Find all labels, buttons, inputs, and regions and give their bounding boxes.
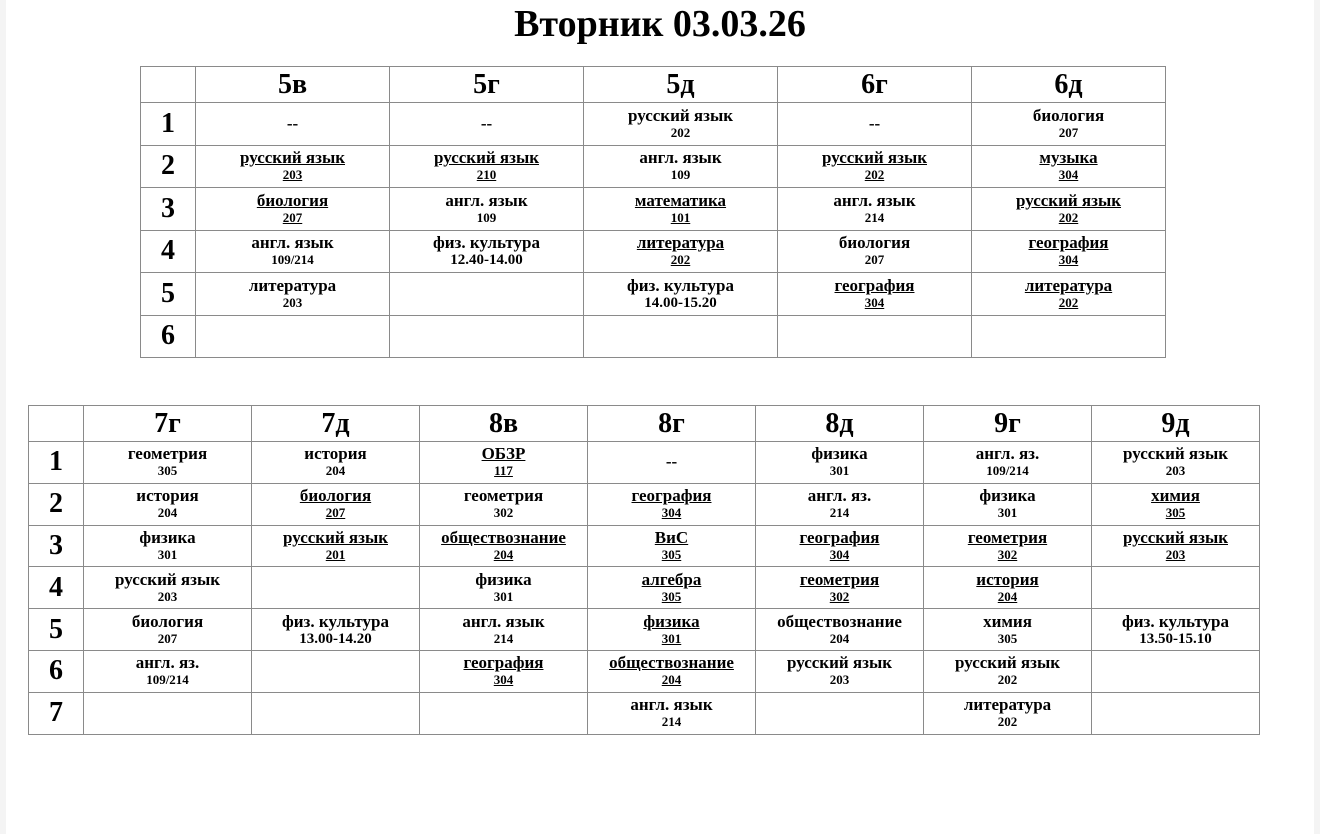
subject-name: физ. культура <box>433 233 540 253</box>
lesson-cell <box>252 609 420 651</box>
class-header: 5г <box>390 67 584 103</box>
lesson-cell <box>390 230 584 273</box>
lesson-row <box>141 230 1166 273</box>
room-number: 204 <box>157 505 178 521</box>
lesson-row <box>29 567 1260 609</box>
lesson-cell <box>196 103 390 146</box>
no-lesson-mark: -- <box>286 113 299 133</box>
lesson-cell <box>588 483 756 525</box>
class-header: 8г <box>588 406 756 442</box>
lesson-row <box>29 609 1260 651</box>
room-number: 302 <box>829 588 850 604</box>
lesson-cell <box>252 525 420 567</box>
room-number: 109/214 <box>986 463 1029 479</box>
room-number: 214 <box>661 714 682 730</box>
class-header: 9г <box>924 406 1092 442</box>
lesson-cell <box>420 609 588 651</box>
lesson-cell <box>196 315 390 358</box>
lesson-row <box>29 525 1260 567</box>
subject-name: физ. культура <box>627 275 734 295</box>
room-number: 12.40-14.00 <box>450 252 523 269</box>
lesson-cell <box>196 273 390 316</box>
lesson-cell <box>420 692 588 734</box>
room-number: 304 <box>829 546 850 562</box>
class-header: 5в <box>196 67 390 103</box>
subject-name: биология <box>131 611 204 631</box>
no-lesson-mark: -- <box>480 113 493 133</box>
room-number: 13.00-14.20 <box>299 630 372 647</box>
lesson-cell <box>778 273 972 316</box>
room-number: 201 <box>325 546 346 562</box>
lesson-number: 1 <box>29 442 84 484</box>
subject-name: география <box>631 486 712 506</box>
room-number: 13.50-15.10 <box>1139 630 1212 647</box>
subject-name: обществознание <box>609 653 734 673</box>
lesson-cell <box>390 315 584 358</box>
subject-name: ОБЗР <box>481 444 526 464</box>
lesson-number: 6 <box>141 315 196 358</box>
room-number: 305 <box>1165 505 1186 521</box>
lesson-cell <box>972 315 1166 358</box>
class-header: 8д <box>756 406 924 442</box>
subject-name: алгебра <box>641 569 702 589</box>
lesson-cell <box>584 145 778 188</box>
room-number: 214 <box>829 505 850 521</box>
room-number: 305 <box>157 463 178 479</box>
schedule-table-1 <box>140 66 1166 358</box>
subject-name: русский язык <box>1015 190 1122 210</box>
lesson-cell <box>84 609 252 651</box>
room-number: 109 <box>670 167 691 183</box>
lesson-number: 5 <box>141 273 196 316</box>
lesson-cell <box>778 103 972 146</box>
lesson-cell <box>584 103 778 146</box>
room-number: 202 <box>997 672 1018 688</box>
lesson-cell <box>972 273 1166 316</box>
subject-name: англ. язык <box>251 233 334 253</box>
subject-name: химия <box>983 611 1032 631</box>
lesson-cell <box>1092 650 1260 692</box>
room-number: 202 <box>670 252 691 268</box>
lesson-row <box>141 273 1166 316</box>
subject-name: география <box>799 527 880 547</box>
subject-name: геометрия <box>967 527 1048 547</box>
lesson-number: 4 <box>141 230 196 273</box>
subject-name: англ. язык <box>639 148 722 168</box>
room-number: 14.00-15.20 <box>644 294 717 311</box>
lesson-cell <box>252 650 420 692</box>
subject-name: русский язык <box>433 148 540 168</box>
subject-name: физика <box>643 611 700 631</box>
lesson-cell <box>756 567 924 609</box>
lesson-cell <box>588 567 756 609</box>
class-header: 7д <box>252 406 420 442</box>
subject-name: обществознание <box>777 611 902 631</box>
lesson-cell <box>972 230 1166 273</box>
subject-name: англ. язык <box>630 695 713 715</box>
room-number: 203 <box>282 294 303 310</box>
lesson-cell <box>252 483 420 525</box>
lesson-cell <box>420 567 588 609</box>
lesson-number: 2 <box>29 483 84 525</box>
lesson-cell <box>924 442 1092 484</box>
subject-name: география <box>1028 233 1109 253</box>
lesson-cell <box>924 525 1092 567</box>
subject-name: обществознание <box>441 527 566 547</box>
lesson-cell <box>390 103 584 146</box>
room-number: 204 <box>661 672 682 688</box>
subject-name: русский язык <box>239 148 346 168</box>
room-number: 304 <box>493 672 514 688</box>
room-number: 203 <box>157 588 178 604</box>
lesson-cell <box>252 442 420 484</box>
lesson-cell <box>1092 525 1260 567</box>
lesson-number: 3 <box>29 525 84 567</box>
subject-name: русский язык <box>114 569 221 589</box>
lesson-cell <box>420 525 588 567</box>
room-number: 305 <box>661 588 682 604</box>
lesson-cell <box>584 188 778 231</box>
lesson-number: 5 <box>29 609 84 651</box>
room-number: 305 <box>661 546 682 562</box>
lesson-cell <box>390 188 584 231</box>
lesson-cell <box>84 692 252 734</box>
corner-cell <box>141 67 196 103</box>
lesson-cell <box>84 483 252 525</box>
subject-name: литература <box>1024 275 1113 295</box>
lesson-number: 7 <box>29 692 84 734</box>
header-row <box>29 406 1260 442</box>
room-number: 305 <box>997 630 1018 646</box>
subject-name: англ. яз. <box>135 653 200 673</box>
subject-name: физика <box>475 569 532 589</box>
lesson-number: 2 <box>141 145 196 188</box>
room-number: 117 <box>494 463 513 479</box>
room-number: 207 <box>1058 124 1079 140</box>
room-number: 214 <box>864 209 885 225</box>
subject-name: ВиС <box>654 527 689 547</box>
subject-name: русский язык <box>954 653 1061 673</box>
subject-name: музыка <box>1039 148 1098 168</box>
subject-name: физ. культура <box>282 611 389 631</box>
subject-name: история <box>304 444 367 464</box>
header-row <box>141 67 1166 103</box>
lesson-number: 6 <box>29 650 84 692</box>
room-number: 207 <box>864 252 885 268</box>
corner-cell <box>29 406 84 442</box>
room-number: 301 <box>157 546 178 562</box>
lesson-cell <box>420 650 588 692</box>
schedule-table-2 <box>28 405 1260 735</box>
room-number: 214 <box>493 630 514 646</box>
lesson-cell <box>756 650 924 692</box>
lesson-cell <box>756 609 924 651</box>
lesson-cell <box>756 483 924 525</box>
lesson-cell <box>778 230 972 273</box>
subject-name: англ. язык <box>445 190 528 210</box>
lesson-number: 3 <box>141 188 196 231</box>
subject-name: биология <box>1032 105 1105 125</box>
room-number: 301 <box>829 463 850 479</box>
room-number: 210 <box>476 167 497 183</box>
room-number: 202 <box>997 714 1018 730</box>
room-number: 301 <box>493 588 514 604</box>
room-number: 109/214 <box>146 672 189 688</box>
lesson-cell <box>778 315 972 358</box>
lesson-cell <box>972 145 1166 188</box>
subject-name: биология <box>256 190 329 210</box>
subject-name: русский язык <box>786 653 893 673</box>
lesson-row <box>29 483 1260 525</box>
lesson-number: 4 <box>29 567 84 609</box>
room-number: 302 <box>997 546 1018 562</box>
room-number: 203 <box>282 167 303 183</box>
subject-name: русский язык <box>282 527 389 547</box>
lesson-row <box>141 103 1166 146</box>
lesson-cell <box>588 650 756 692</box>
lesson-cell <box>1092 567 1260 609</box>
lesson-cell <box>1092 442 1260 484</box>
class-header: 7г <box>84 406 252 442</box>
lesson-cell <box>756 442 924 484</box>
subject-name: геометрия <box>463 486 544 506</box>
subject-name: англ. язык <box>833 190 916 210</box>
lesson-cell <box>252 692 420 734</box>
room-number: 204 <box>493 546 514 562</box>
subject-name: физика <box>139 527 196 547</box>
lesson-cell <box>972 103 1166 146</box>
lesson-row <box>29 650 1260 692</box>
subject-name: история <box>976 569 1039 589</box>
lesson-cell <box>972 188 1166 231</box>
lesson-cell <box>584 230 778 273</box>
room-number: 202 <box>670 124 691 140</box>
lesson-row <box>141 145 1166 188</box>
room-number: 301 <box>997 505 1018 521</box>
no-lesson-mark: -- <box>868 113 881 133</box>
class-header: 6д <box>972 67 1166 103</box>
room-number: 207 <box>157 630 178 646</box>
subject-name: русский язык <box>1122 527 1229 547</box>
subject-name: англ. язык <box>462 611 545 631</box>
subject-name: физика <box>811 444 868 464</box>
no-lesson-mark: -- <box>665 452 678 472</box>
class-header: 8в <box>420 406 588 442</box>
class-header: 5д <box>584 67 778 103</box>
room-number: 302 <box>493 505 514 521</box>
lesson-row <box>141 315 1166 358</box>
room-number: 204 <box>997 588 1018 604</box>
lesson-cell <box>588 692 756 734</box>
room-number: 109/214 <box>271 252 314 268</box>
lesson-cell <box>252 567 420 609</box>
room-number: 304 <box>864 294 885 310</box>
lesson-row <box>141 188 1166 231</box>
room-number: 304 <box>661 505 682 521</box>
lesson-cell <box>924 692 1092 734</box>
lesson-cell <box>756 692 924 734</box>
lesson-cell <box>584 315 778 358</box>
room-number: 204 <box>325 463 346 479</box>
lesson-cell <box>588 442 756 484</box>
subject-name: литература <box>963 695 1052 715</box>
lesson-cell <box>1092 692 1260 734</box>
lesson-cell <box>924 483 1092 525</box>
lesson-row <box>29 442 1260 484</box>
room-number: 304 <box>1058 167 1079 183</box>
room-number: 207 <box>282 209 303 225</box>
room-number: 203 <box>829 672 850 688</box>
subject-name: биология <box>299 486 372 506</box>
lesson-cell <box>420 483 588 525</box>
subject-name: география <box>463 653 544 673</box>
subject-name: математика <box>634 190 727 210</box>
lesson-cell <box>778 188 972 231</box>
subject-name: англ. яз. <box>807 486 872 506</box>
subject-name: русский язык <box>627 105 734 125</box>
room-number: 202 <box>864 167 885 183</box>
subject-name: русский язык <box>1122 444 1229 464</box>
room-number: 109 <box>476 209 497 225</box>
room-number: 301 <box>661 630 682 646</box>
class-header: 6г <box>778 67 972 103</box>
subject-name: русский язык <box>821 148 928 168</box>
lesson-cell <box>584 273 778 316</box>
lesson-cell <box>1092 609 1260 651</box>
room-number: 204 <box>829 630 850 646</box>
room-number: 101 <box>670 209 691 225</box>
lesson-cell <box>390 145 584 188</box>
room-number: 202 <box>1058 209 1079 225</box>
room-number: 203 <box>1165 546 1186 562</box>
lesson-row <box>29 692 1260 734</box>
lesson-cell <box>1092 483 1260 525</box>
lesson-cell <box>924 567 1092 609</box>
lesson-cell <box>390 273 584 316</box>
subject-name: история <box>136 486 199 506</box>
lesson-cell <box>196 230 390 273</box>
lesson-cell <box>924 650 1092 692</box>
lesson-cell <box>196 145 390 188</box>
lesson-cell <box>420 442 588 484</box>
lesson-cell <box>84 525 252 567</box>
subject-name: геометрия <box>127 444 208 464</box>
lesson-number: 1 <box>141 103 196 146</box>
lesson-cell <box>84 650 252 692</box>
subject-name: химия <box>1151 486 1200 506</box>
page-title: Вторник 03.03.26 <box>514 3 806 45</box>
room-number: 207 <box>325 505 346 521</box>
subject-name: физ. культура <box>1122 611 1229 631</box>
lesson-cell <box>756 525 924 567</box>
room-number: 202 <box>1058 294 1079 310</box>
subject-name: география <box>834 275 915 295</box>
subject-name: литература <box>636 233 725 253</box>
subject-name: биология <box>838 233 911 253</box>
subject-name: англ. яз. <box>975 444 1040 464</box>
lesson-cell <box>588 609 756 651</box>
subject-name: физика <box>979 486 1036 506</box>
subject-name: геометрия <box>799 569 880 589</box>
room-number: 304 <box>1058 252 1079 268</box>
lesson-cell <box>196 188 390 231</box>
room-number: 203 <box>1165 463 1186 479</box>
subject-name: литература <box>248 275 337 295</box>
lesson-cell <box>84 442 252 484</box>
lesson-cell <box>84 567 252 609</box>
class-header: 9д <box>1092 406 1260 442</box>
lesson-cell <box>778 145 972 188</box>
lesson-cell <box>588 525 756 567</box>
lesson-cell <box>924 609 1092 651</box>
